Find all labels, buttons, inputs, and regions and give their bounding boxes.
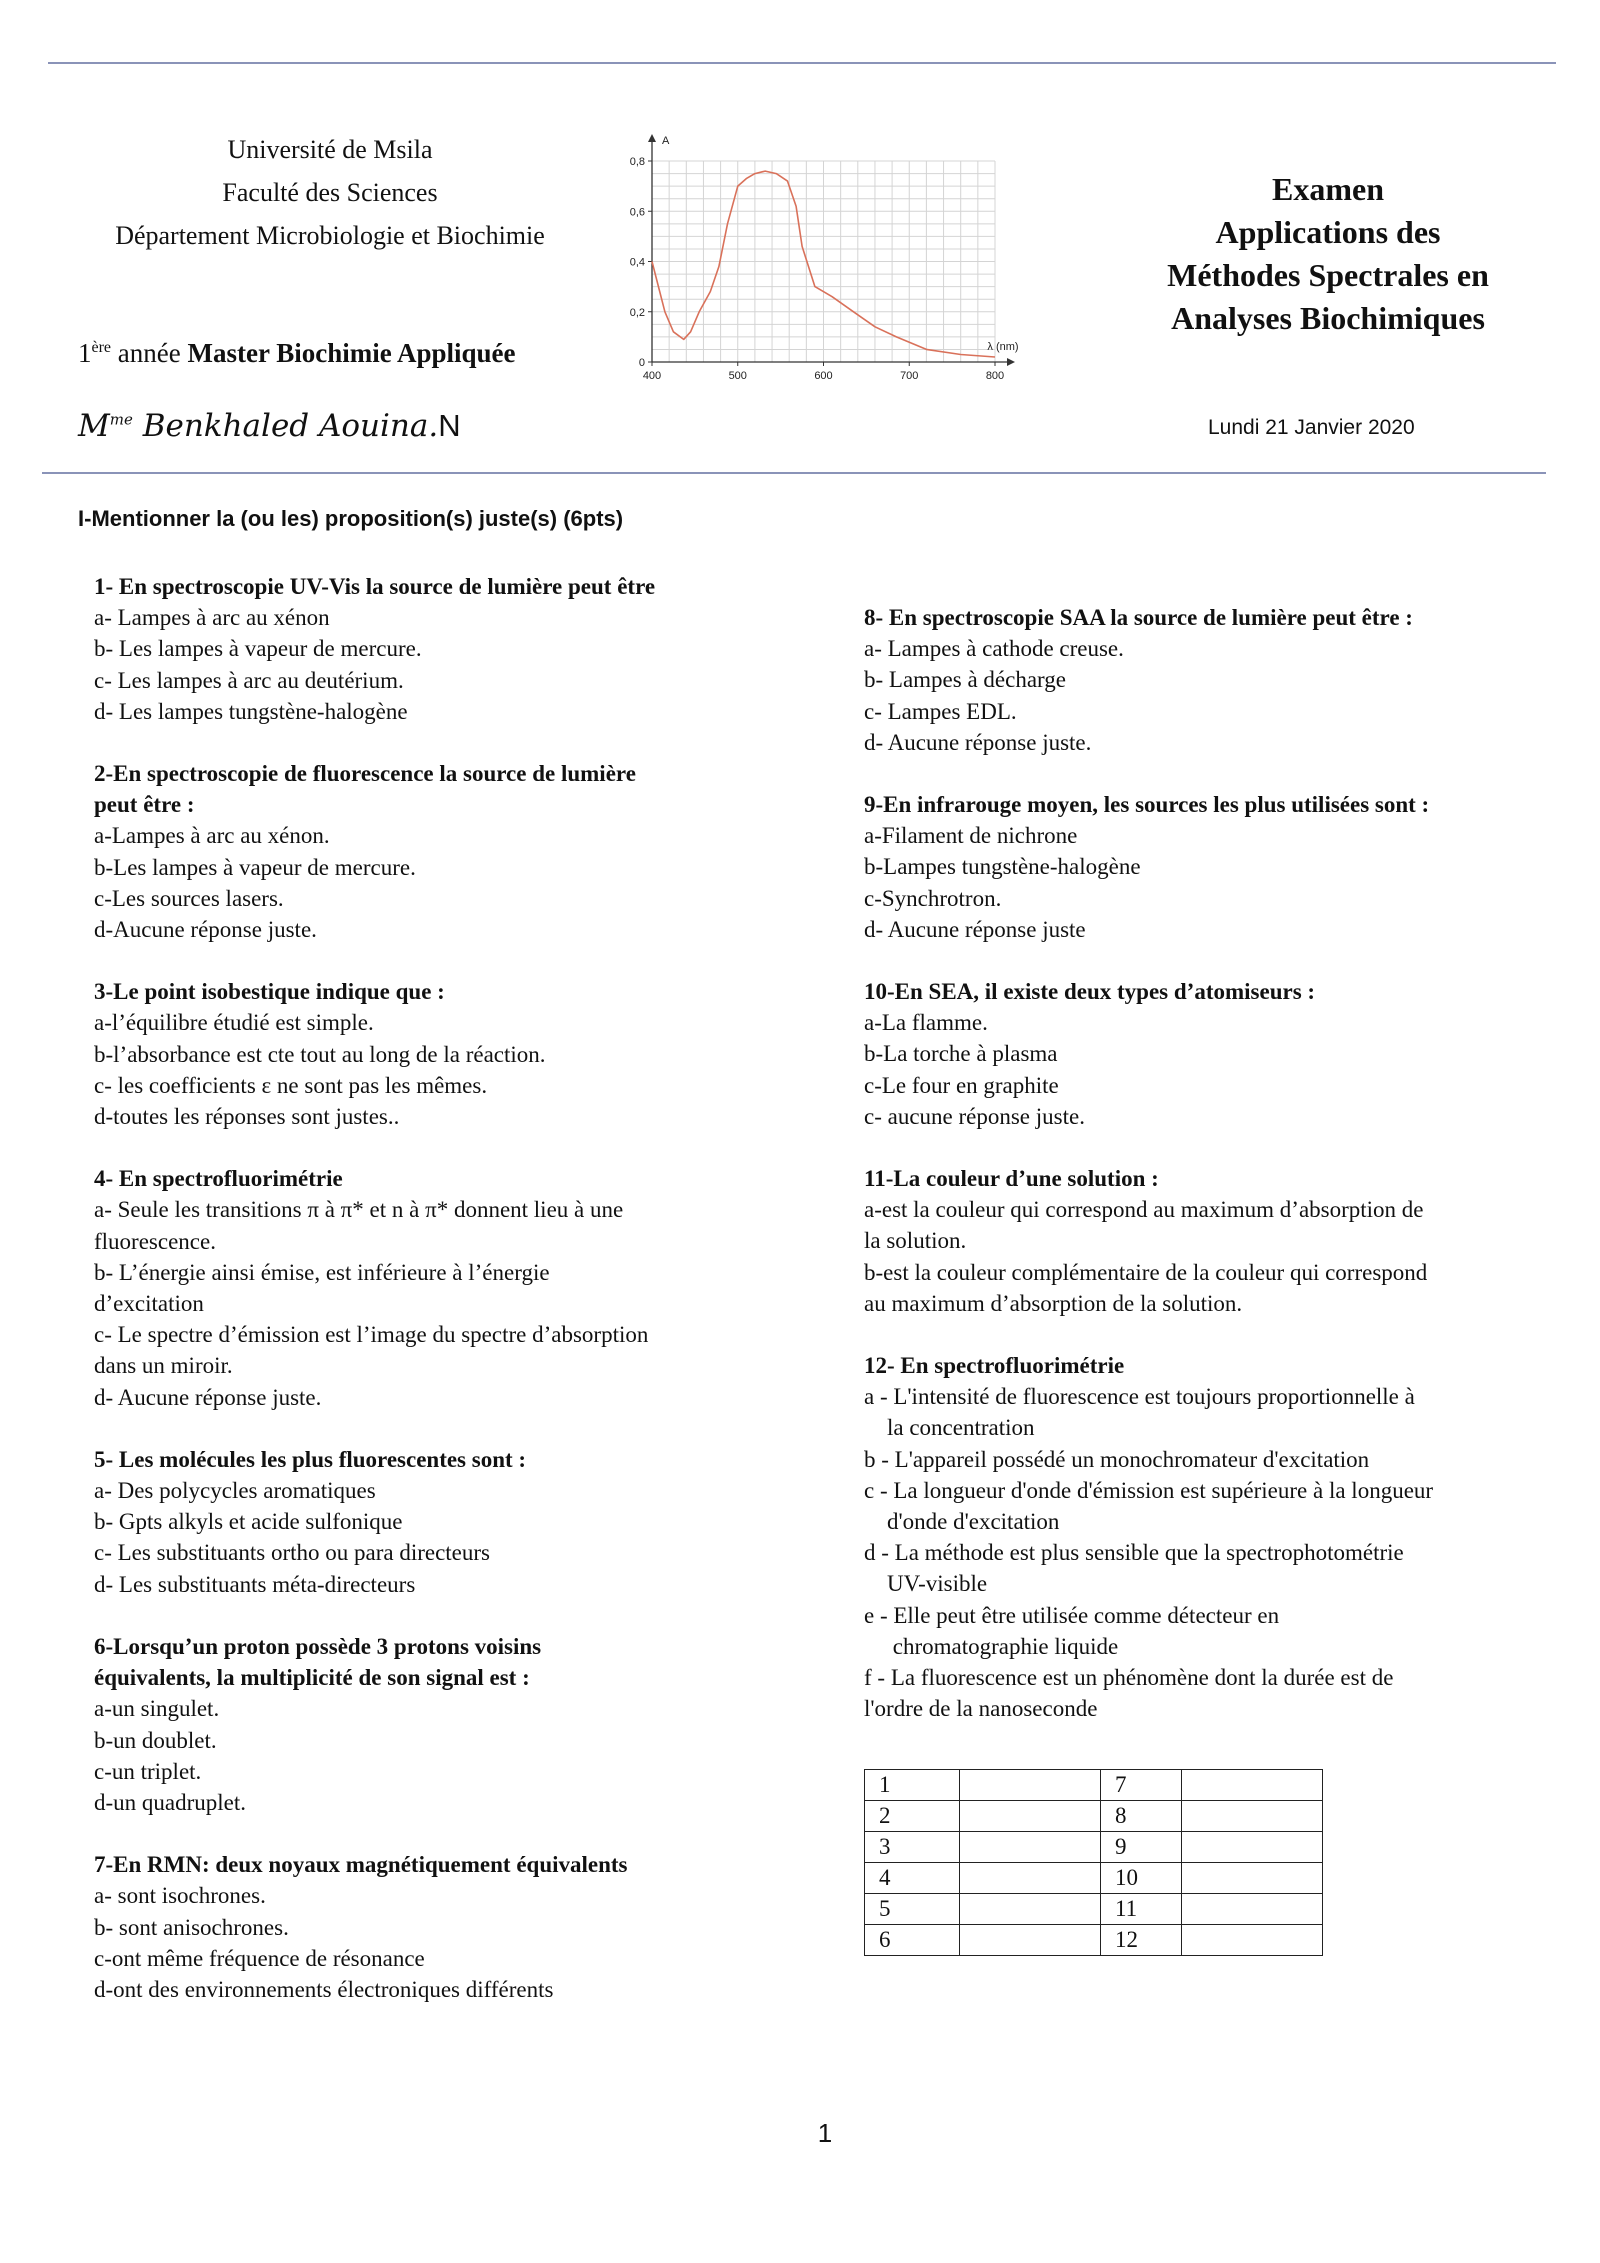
answer-option: b- Lampes à décharge (864, 667, 1067, 693)
answer-option: c-un triplet. (94, 1758, 202, 1784)
answer-option: c- aucune réponse juste. (864, 1103, 1085, 1129)
question-number-cell: 3 (865, 1832, 960, 1863)
answer-option: d'onde d'excitation (864, 1509, 1060, 1535)
year-number: 1 (78, 338, 92, 368)
question-number-cell: 8 (1101, 1801, 1182, 1832)
answer-option: la concentration (864, 1415, 1035, 1441)
header-bottom-rule (42, 472, 1546, 474)
answer-option: d-ont des environnements électroniques différents (94, 1976, 554, 2002)
answer-option: b-Les lampes à vapeur de mercure. (94, 854, 416, 880)
program-line (78, 338, 515, 369)
right-question-column (864, 602, 1554, 1756)
answer-cell[interactable] (960, 1832, 1101, 1863)
question-title: peut être : (94, 792, 195, 818)
answer-cell[interactable] (960, 1894, 1101, 1925)
teacher-title: M (78, 408, 110, 444)
answer-option: a-Lampes à arc au xénon. (94, 823, 330, 849)
answer-option: a-est la couleur qui correspond au maximum d’absorption de (864, 1197, 1424, 1223)
answer-option: d- Aucune réponse juste (864, 916, 1086, 942)
answer-table-row (865, 1863, 1323, 1894)
x-tick-label: 500 (728, 370, 747, 382)
answer-option: a- Des polycycles aromatiques (94, 1478, 376, 1504)
question-block (864, 1163, 1554, 1319)
answer-option: d- Les substituants méta-directeurs (94, 1571, 416, 1597)
answer-cell[interactable] (960, 1801, 1101, 1832)
question-number-cell: 6 (865, 1925, 960, 1956)
answer-cell[interactable] (1182, 1863, 1323, 1894)
exam-title: Examen (1272, 171, 1384, 207)
question-title: 11-La couleur d’une solution : (864, 1166, 1159, 1192)
answer-option: a- sont isochrones. (94, 1883, 266, 1909)
answer-option: a-La flamme. (864, 1010, 988, 1036)
answer-option: b- sont anisochrones. (94, 1914, 289, 1940)
department-name: Département Microbiologie et Biochimie (115, 221, 545, 250)
teacher-name (78, 408, 461, 444)
question-title: 12- En spectrofluorimétrie (864, 1353, 1125, 1379)
question-block (94, 976, 814, 1132)
answer-option: b-est la couleur complémentaire de la couleur qui correspond (864, 1259, 1428, 1285)
answer-cell[interactable] (1182, 1801, 1323, 1832)
exam-date: Lundi 21 Janvier 2020 (1208, 416, 1415, 439)
answer-option: b- Gpts alkyls et acide sulfonique (94, 1509, 403, 1535)
answer-option: b - L'appareil possédé un monochromateur d'excitation (864, 1446, 1370, 1472)
answer-cell[interactable] (960, 1925, 1101, 1956)
answer-option: c-Les sources lasers. (94, 885, 284, 911)
teacher-initial: N (438, 408, 461, 443)
answer-option: a-Filament de nichrone (864, 823, 1078, 849)
page-number: 1 (817, 2118, 833, 2148)
answer-cell[interactable] (1182, 1832, 1323, 1863)
faculty-name: Faculté des Sciences (222, 178, 438, 207)
answer-option: c- Lampes EDL. (864, 698, 1017, 724)
answer-cell[interactable] (960, 1770, 1101, 1801)
question-block (864, 976, 1554, 1132)
question-number-cell: 5 (865, 1894, 960, 1925)
answer-option: a-l’équilibre étudié est simple. (94, 1010, 374, 1036)
answer-option: a-un singulet. (94, 1696, 220, 1722)
answer-option: au maximum d’absorption de la solution. (864, 1290, 1243, 1316)
question-block (94, 571, 814, 727)
x-axis-label: λ (nm) (987, 341, 1019, 353)
answer-option: b- L’énergie ainsi émise, est inférieure à l’énergie (94, 1259, 550, 1285)
y-tick-label: 0,4 (629, 256, 645, 269)
x-tick-label: 700 (900, 370, 919, 382)
year-word: année (111, 338, 188, 368)
answer-option: c-Synchrotron. (864, 885, 1002, 911)
question-block (94, 1444, 814, 1600)
question-title: 6-Lorsqu’un proton possède 3 protons voisins (94, 1633, 542, 1659)
teacher-surname: Benkhaled Aouina. (132, 408, 439, 444)
exam-title-block (1118, 168, 1538, 340)
answer-option: a - L'intensité de fluorescence est toujours proportionnelle à (864, 1384, 1415, 1410)
answer-option: d-toutes les réponses sont justes.. (94, 1104, 400, 1130)
question-block (864, 789, 1554, 945)
question-block (864, 1350, 1554, 1724)
answer-table-row (865, 1894, 1323, 1925)
answer-option: c- Le spectre d’émission est l’image du spectre d’absorption (94, 1322, 649, 1348)
answer-table-row (865, 1770, 1323, 1801)
question-title: 3-Le point isobestique indique que : (94, 979, 445, 1005)
left-question-column (94, 571, 814, 2036)
teacher-title-sup: me (109, 410, 133, 429)
question-number-cell: 12 (1101, 1925, 1182, 1956)
question-title: 5- Les molécules les plus fluorescentes sont : (94, 1446, 527, 1472)
top-rule (48, 62, 1556, 64)
question-number-cell: 11 (1101, 1894, 1182, 1925)
question-title: 8- En spectroscopie SAA la source de lumière peut être : (864, 605, 1413, 630)
answer-option: b-l’absorbance est cte tout au long de la réaction. (94, 1041, 546, 1067)
question-number-cell: 1 (865, 1770, 960, 1801)
exam-subject-line-2: Méthodes Spectrales en (1167, 257, 1489, 293)
question-title: 2-En spectroscopie de fluorescence la source de lumière (94, 761, 636, 787)
answer-cell[interactable] (960, 1863, 1101, 1894)
question-block (94, 1849, 814, 2005)
answer-option: c-ont même fréquence de résonance (94, 1945, 425, 1971)
question-block (94, 758, 814, 945)
x-tick-label: 800 (985, 370, 1005, 382)
answer-table-row (865, 1925, 1323, 1956)
question-title: 9-En infrarouge moyen, les sources les plus utilisées sont : (864, 792, 1430, 818)
absorption-spectrum-chart (612, 130, 1062, 390)
exam-subject-line-3: Analyses Biochimiques (1171, 300, 1485, 336)
answer-table-row (865, 1832, 1323, 1863)
answer-option: c-Le four en graphite (864, 1072, 1059, 1098)
question-title: 10-En SEA, il existe deux types d’atomiseurs : (864, 979, 1316, 1005)
institution-block (70, 128, 590, 257)
answer-option: d-un quadruplet. (94, 1789, 247, 1815)
answer-option: dans un miroir. (94, 1353, 233, 1379)
answer-option: a- Lampes à arc au xénon (94, 605, 330, 631)
y-tick-label: 0,2 (629, 306, 645, 319)
answer-option: c- Les substituants ortho ou para directeurs (94, 1540, 490, 1566)
answer-option: e - Elle peut être utilisée comme détecteur en (864, 1602, 1280, 1628)
answer-cell[interactable] (1182, 1925, 1323, 1956)
question-block (94, 1631, 814, 1818)
answer-option: fluorescence. (94, 1228, 216, 1254)
answer-option: la solution. (864, 1228, 967, 1254)
y-tick-label: 0,6 (629, 206, 645, 219)
answer-option: b-Lampes tungstène-halogène (864, 854, 1141, 880)
question-title: 4- En spectrofluorimétrie (94, 1166, 343, 1192)
y-axis-label: A (662, 135, 670, 147)
answer-table (864, 1769, 1323, 1956)
question-number-cell: 10 (1101, 1863, 1182, 1894)
answer-option: a- Seule les transitions π à π* et n à π* donnent lieu à une (94, 1197, 624, 1223)
answer-table-row (865, 1801, 1323, 1832)
x-tick-label: 600 (814, 370, 833, 382)
answer-option: c- Les lampes à arc au deutérium. (94, 667, 404, 693)
y-tick-label: 0,8 (629, 156, 645, 168)
question-number-cell: 9 (1101, 1832, 1182, 1863)
question-title: équivalents, la multiplicité de son signal est : (94, 1665, 530, 1691)
question-block (94, 1163, 814, 1413)
answer-option: d- Aucune réponse juste. (94, 1384, 322, 1410)
answer-cell[interactable] (1182, 1770, 1323, 1801)
question-number-cell: 7 (1101, 1770, 1182, 1801)
answer-option: b-un doublet. (94, 1727, 217, 1753)
question-title: 7-En RMN: deux noyaux magnétiquement équivalents (94, 1852, 628, 1878)
answer-option: d’excitation (94, 1291, 204, 1317)
answer-option: f - La fluorescence est un phénomène dont la durée est de (864, 1665, 1394, 1691)
program-name: Master Biochimie Appliquée (187, 338, 516, 368)
answer-option: chromatographie liquide (864, 1633, 1119, 1659)
x-axis-arrow (1007, 358, 1015, 366)
year-suffix: ère (91, 339, 112, 356)
answer-option: c - La longueur d'onde d'émission est supérieure à la longueur (864, 1477, 1434, 1503)
answer-option: b-La torche à plasma (864, 1041, 1058, 1067)
x-tick-label: 400 (642, 370, 662, 382)
answer-option: b- Les lampes à vapeur de mercure. (94, 636, 422, 662)
answer-option: c- les coefficients ε ne sont pas les mêmes. (94, 1072, 488, 1098)
y-tick-label: 0 (638, 357, 645, 369)
answer-option: d-Aucune réponse juste. (94, 917, 317, 943)
question-number-cell: 2 (865, 1801, 960, 1832)
question-number-cell: 4 (865, 1863, 960, 1894)
answer-option: l'ordre de la nanoseconde (864, 1696, 1098, 1722)
answer-option: d- Les lampes tungstène-halogène (94, 698, 408, 724)
question-title: 1- En spectroscopie UV-Vis la source de lumière peut être (94, 574, 656, 599)
question-block (864, 602, 1554, 758)
answer-cell[interactable] (1182, 1894, 1323, 1925)
y-axis-arrow (648, 134, 656, 142)
university-name: Université de Msila (227, 135, 433, 164)
section-title: I-Mentionner la (ou les) proposition(s) juste(s) (6pts) (78, 506, 624, 531)
exam-subject-line-1: Applications des (1215, 214, 1441, 250)
answer-option: UV-visible (864, 1571, 988, 1597)
answer-option: d- Aucune réponse juste. (864, 729, 1092, 755)
answer-option: a- Lampes à cathode creuse. (864, 636, 1124, 662)
answer-option: d - La méthode est plus sensible que la spectrophotométrie (864, 1540, 1404, 1566)
